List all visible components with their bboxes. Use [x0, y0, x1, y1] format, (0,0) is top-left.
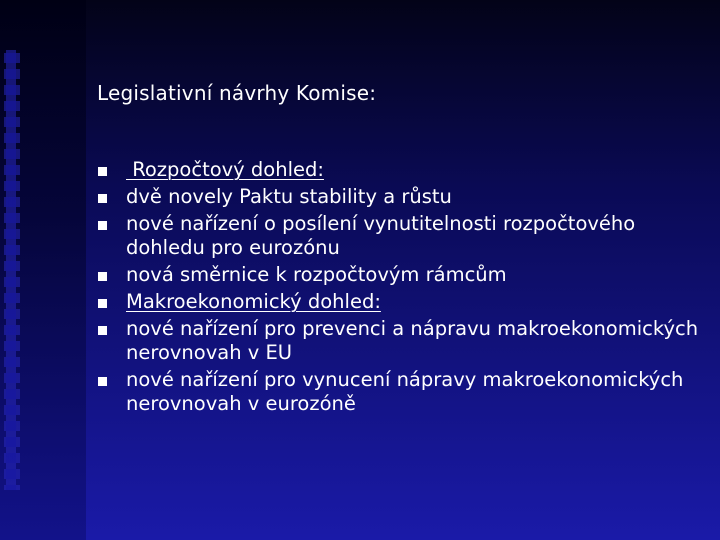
list-item-label: Makroekonomický dohled:: [126, 290, 381, 313]
square-bullet-icon: [98, 194, 107, 203]
decorative-square-pattern: [4, 50, 20, 490]
list-item-label: nová směrnice k rozpočtovým rámcům: [126, 263, 507, 286]
list-item-macro-supervision: [97, 290, 707, 314]
list-item-label: dvě novely Paktu stability a růstu: [126, 185, 452, 208]
slide-title: Legislativní návrhy Komise:: [97, 81, 377, 105]
decorative-left-band: [0, 0, 86, 540]
list-item-pact-amendments: [97, 185, 707, 209]
square-bullet-icon: [98, 221, 107, 230]
list-item-enforcement-regulation: [97, 212, 707, 260]
square-bullet-icon: [98, 299, 107, 308]
list-item-prevention-regulation: [97, 317, 707, 365]
square-bullet-icon: [98, 377, 107, 386]
square-bullet-icon: [98, 326, 107, 335]
list-item-budget-supervision: [97, 158, 707, 182]
list-item-fiscal-frameworks-directive: [97, 263, 707, 287]
bullet-list: [97, 158, 707, 419]
list-item-label: nové nařízení o posílení vynutitelnosti rozpočtového dohledu pro eurozónu: [126, 212, 636, 259]
square-bullet-icon: [98, 167, 107, 176]
square-bullet-icon: [98, 272, 107, 281]
list-item-label: Rozpočtový dohled:: [126, 158, 324, 181]
list-item-enforcement-eurozone-regulation: [97, 368, 707, 416]
list-item-label: nové nařízení pro vynucení nápravy makroekonomických nerovnovah v eurozóně: [126, 368, 684, 415]
list-item-label: nové nařízení pro prevenci a nápravu makroekonomických nerovnovah v EU: [126, 317, 699, 364]
